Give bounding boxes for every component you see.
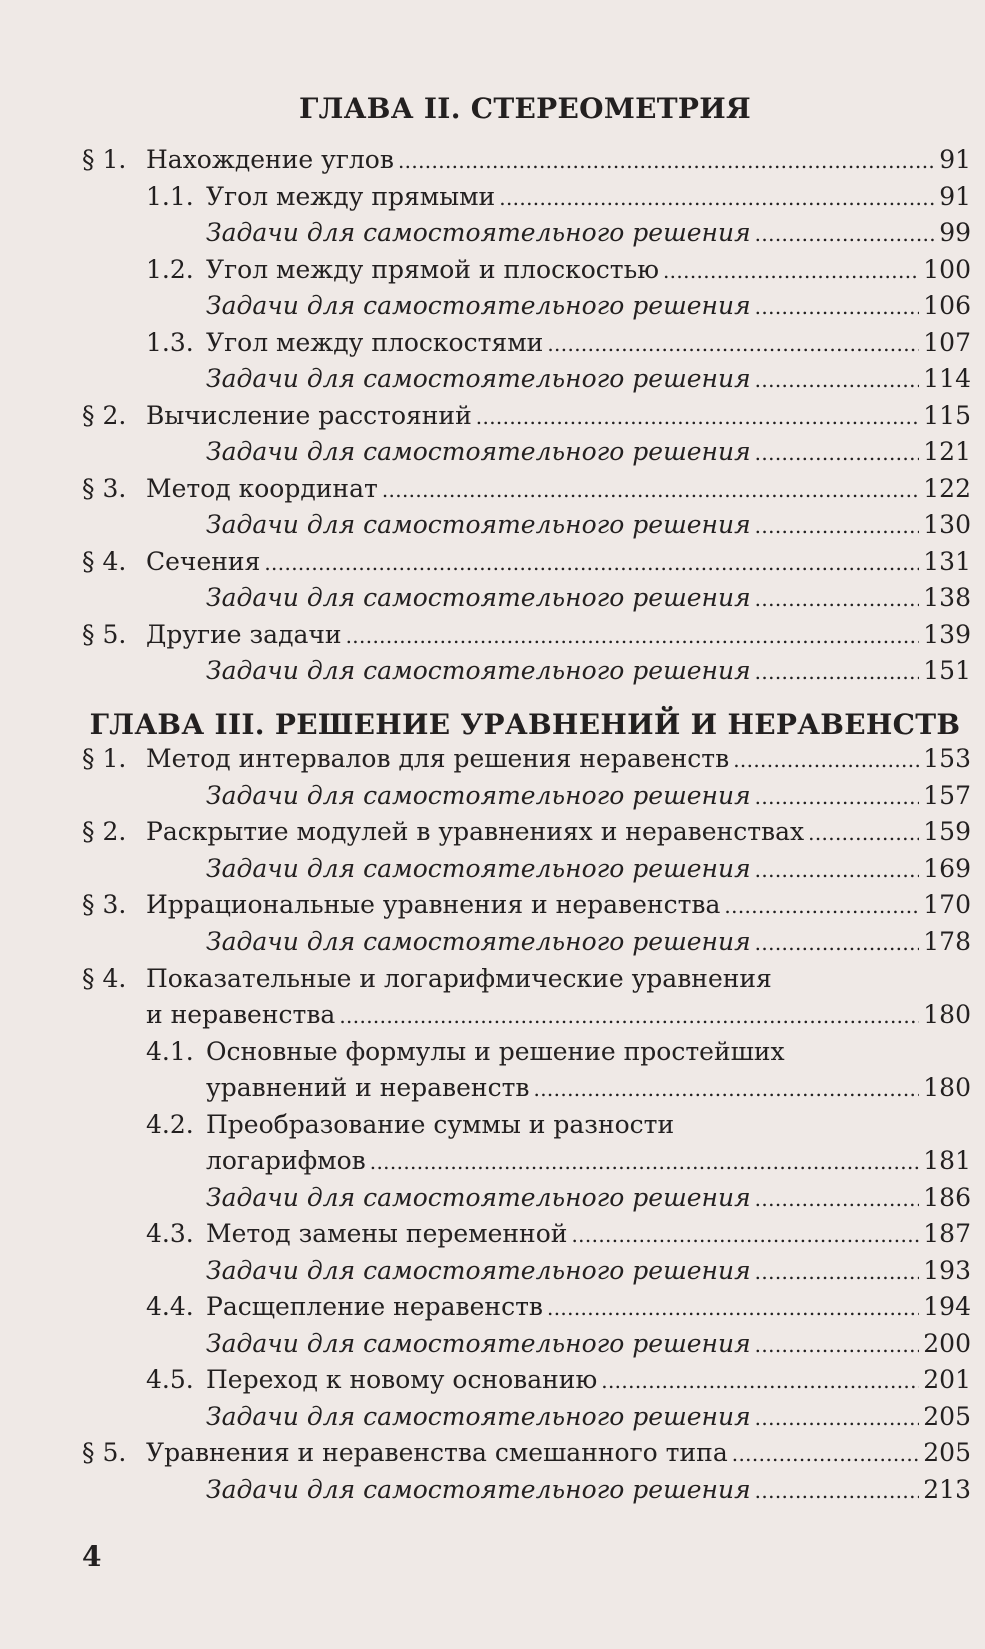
page-ref: 193 <box>923 1256 971 1285</box>
leader-dots <box>755 852 920 887</box>
leader-dots <box>755 1181 920 1216</box>
toc-entry <box>146 180 971 214</box>
leader-dots <box>571 1217 919 1252</box>
page-ref: 213 <box>923 1475 971 1504</box>
entry-title: Переход к новому основанию <box>206 1365 598 1394</box>
toc-entry <box>146 998 971 1032</box>
leader-dots <box>724 888 919 923</box>
page-ref: 115 <box>923 401 971 430</box>
toc-entry-exercises <box>206 1327 971 1361</box>
entry-title: Задачи для самостоятельного решения <box>206 583 751 612</box>
leader-dots <box>755 581 920 616</box>
leader-dots <box>398 143 935 178</box>
leader-dots <box>755 779 920 814</box>
leader-dots <box>755 925 920 960</box>
entry-title: Вычисление расстояний <box>146 401 472 430</box>
leader-dots <box>755 1400 920 1435</box>
section-number: § 4. <box>82 964 127 993</box>
page-ref: 131 <box>923 547 971 576</box>
leader-dots <box>755 289 920 324</box>
section-number: 4.1. <box>146 1037 194 1066</box>
toc-entry-exercises <box>206 508 971 542</box>
entry-title: Основные формулы и решение простейших <box>206 1037 785 1066</box>
entry-title: Задачи для самостоятельного решения <box>206 364 751 393</box>
page-ref: 91 <box>939 182 971 211</box>
entry-title: Задачи для самостоятельного решения <box>206 291 751 320</box>
section-number: § 3. <box>82 890 127 919</box>
entry-title: Задачи для самостоятельного решения <box>206 927 751 956</box>
section-number: 1.3. <box>146 328 194 357</box>
page-ref: 107 <box>923 328 971 357</box>
toc-entry <box>82 815 971 849</box>
entry-title: Преобразование суммы и разности <box>206 1110 675 1139</box>
entry-title: Расщепление неравенств <box>206 1292 543 1321</box>
toc-entry <box>82 399 971 433</box>
section-number: 4.4. <box>146 1292 194 1321</box>
leader-dots <box>755 435 920 470</box>
page-ref: 139 <box>923 620 971 649</box>
toc-entry <box>206 1071 971 1105</box>
chapter-title: ГЛАВА III. РЕШЕНИЕ УРАВНЕНИЙ И НЕРАВЕНСТВ <box>89 708 961 741</box>
leader-dots <box>476 399 920 434</box>
section-number: 4.2. <box>146 1110 194 1139</box>
toc-entry-exercises <box>206 1181 971 1215</box>
entry-title: Задачи для самостоятельного решения <box>206 1256 751 1285</box>
toc-entry <box>82 545 971 579</box>
leader-dots <box>755 1254 920 1289</box>
entry-title-continued: уравнений и неравенств <box>206 1073 530 1102</box>
toc-entry <box>146 326 971 360</box>
entry-title: Угол между прямой и плоскостью <box>206 255 659 284</box>
toc-entry <box>82 143 971 177</box>
entry-title: Иррациональные уравнения и неравенства <box>146 890 721 919</box>
section-number: 4.3. <box>146 1219 194 1248</box>
section-number: § 2. <box>82 401 127 430</box>
leader-dots <box>755 1473 920 1508</box>
entry-title: Задачи для самостоятельного решения <box>206 437 751 466</box>
entry-title: Раскрытие модулей в уравнениях и неравенствах <box>146 817 805 846</box>
section-number: § 1. <box>82 744 127 773</box>
leader-dots <box>755 1327 920 1362</box>
page-ref: 181 <box>923 1146 971 1175</box>
leader-dots <box>339 998 919 1033</box>
page-number: 4 <box>82 1540 102 1573</box>
page-ref: 114 <box>923 364 971 393</box>
leader-dots <box>547 1290 919 1325</box>
entry-title: Метод координат <box>146 474 378 503</box>
entry-title: Задачи для самостоятельного решения <box>206 1183 751 1212</box>
toc-entry-exercises <box>206 289 971 323</box>
page-ref: 201 <box>923 1365 971 1394</box>
page-ref: 187 <box>923 1219 971 1248</box>
page-ref: 169 <box>923 854 971 883</box>
page-ref: 100 <box>923 255 971 284</box>
page-ref: 91 <box>939 145 971 174</box>
toc-entry <box>146 253 971 287</box>
entry-title: Задачи для самостоятельного решения <box>206 1329 751 1358</box>
entry-title: Задачи для самостоятельного решения <box>206 218 751 247</box>
section-number: § 1. <box>82 145 127 174</box>
entry-title: Задачи для самостоятельного решения <box>206 1475 751 1504</box>
section-number: § 2. <box>82 817 127 846</box>
toc-entry <box>146 1363 971 1397</box>
toc-entry <box>82 1436 971 1470</box>
entry-title: Нахождение углов <box>146 145 394 174</box>
entry-title: Угол между плоскостями <box>206 328 544 357</box>
leader-dots <box>755 508 920 543</box>
entry-title: Задачи для самостоятельного решения <box>206 510 751 539</box>
toc-entry-exercises <box>206 654 971 688</box>
entry-title: Другие задачи <box>146 620 342 649</box>
page-ref: 121 <box>923 437 971 466</box>
entry-title: Метод замены переменной <box>206 1219 568 1248</box>
page-ref: 122 <box>923 474 971 503</box>
section-number: § 4. <box>82 547 127 576</box>
toc-entry <box>82 472 971 506</box>
toc-entry-first-line <box>146 1108 674 1142</box>
page-ref: 178 <box>923 927 971 956</box>
entry-title: Задачи для самостоятельного решения <box>206 1402 751 1431</box>
page-ref: 205 <box>923 1438 971 1467</box>
page-ref: 159 <box>923 817 971 846</box>
page-ref: 99 <box>939 218 971 247</box>
leader-dots <box>755 362 920 397</box>
toc-entry-exercises <box>206 362 971 396</box>
page-ref: 157 <box>923 781 971 810</box>
page-ref: 180 <box>923 1073 971 1102</box>
toc-entry-exercises <box>206 1400 971 1434</box>
toc-entry-exercises <box>206 216 971 250</box>
section-number: 4.5. <box>146 1365 194 1394</box>
leader-dots <box>346 618 920 653</box>
toc-entry-exercises <box>206 852 971 886</box>
toc-entry-exercises <box>206 581 971 615</box>
page-ref: 151 <box>923 656 971 685</box>
leader-dots <box>601 1363 919 1398</box>
page-ref: 106 <box>923 291 971 320</box>
entry-title: Задачи для самостоятельного решения <box>206 781 751 810</box>
entry-title: Угол между прямыми <box>206 182 496 211</box>
page-ref: 200 <box>923 1329 971 1358</box>
toc-entry-exercises <box>206 925 971 959</box>
leader-dots <box>755 654 920 689</box>
entry-title: Уравнения и неравенства смешанного типа <box>146 1438 728 1467</box>
page-ref: 130 <box>923 510 971 539</box>
section-number: 1.2. <box>146 255 194 284</box>
leader-dots <box>732 1436 920 1471</box>
entry-title-continued: логарифмов <box>206 1146 366 1175</box>
leader-dots <box>499 180 935 215</box>
toc-entry <box>82 888 971 922</box>
page-ref: 138 <box>923 583 971 612</box>
leader-dots <box>663 253 919 288</box>
entry-title-continued: и неравенства <box>146 1000 336 1029</box>
toc-entry <box>146 1290 971 1324</box>
toc-entry-first-line <box>146 1035 785 1069</box>
leader-dots <box>808 815 919 850</box>
entry-title: Задачи для самостоятельного решения <box>206 854 751 883</box>
toc-entry-first-line <box>82 962 772 996</box>
entry-title: Сечения <box>146 547 261 576</box>
entry-title: Показательные и логарифмические уравнения <box>146 964 772 993</box>
leader-dots <box>370 1144 920 1179</box>
section-number: § 5. <box>82 1438 127 1467</box>
toc-entry <box>206 1144 971 1178</box>
toc-entry <box>82 742 971 776</box>
page-ref: 186 <box>923 1183 971 1212</box>
leader-dots <box>264 545 919 580</box>
section-number: § 3. <box>82 474 127 503</box>
toc-entry <box>82 618 971 652</box>
leader-dots <box>382 472 919 507</box>
page-ref: 205 <box>923 1402 971 1431</box>
leader-dots <box>547 326 919 361</box>
chapter-title: ГЛАВА II. СТЕРЕОМЕТРИЯ <box>298 92 752 125</box>
toc-entry-exercises <box>206 1473 971 1507</box>
page-ref: 194 <box>923 1292 971 1321</box>
leader-dots <box>534 1071 920 1106</box>
toc-entry-exercises <box>206 779 971 813</box>
leader-dots <box>755 216 936 251</box>
page-ref: 180 <box>923 1000 971 1029</box>
page-ref: 153 <box>923 744 971 773</box>
toc-entry <box>146 1217 971 1251</box>
toc-entry-exercises <box>206 1254 971 1288</box>
section-number: § 5. <box>82 620 127 649</box>
entry-title: Метод интервалов для решения неравенств <box>146 744 730 773</box>
leader-dots <box>733 742 919 777</box>
page-ref: 170 <box>923 890 971 919</box>
entry-title: Задачи для самостоятельного решения <box>206 656 751 685</box>
section-number: 1.1. <box>146 182 194 211</box>
toc-entry-exercises <box>206 435 971 469</box>
